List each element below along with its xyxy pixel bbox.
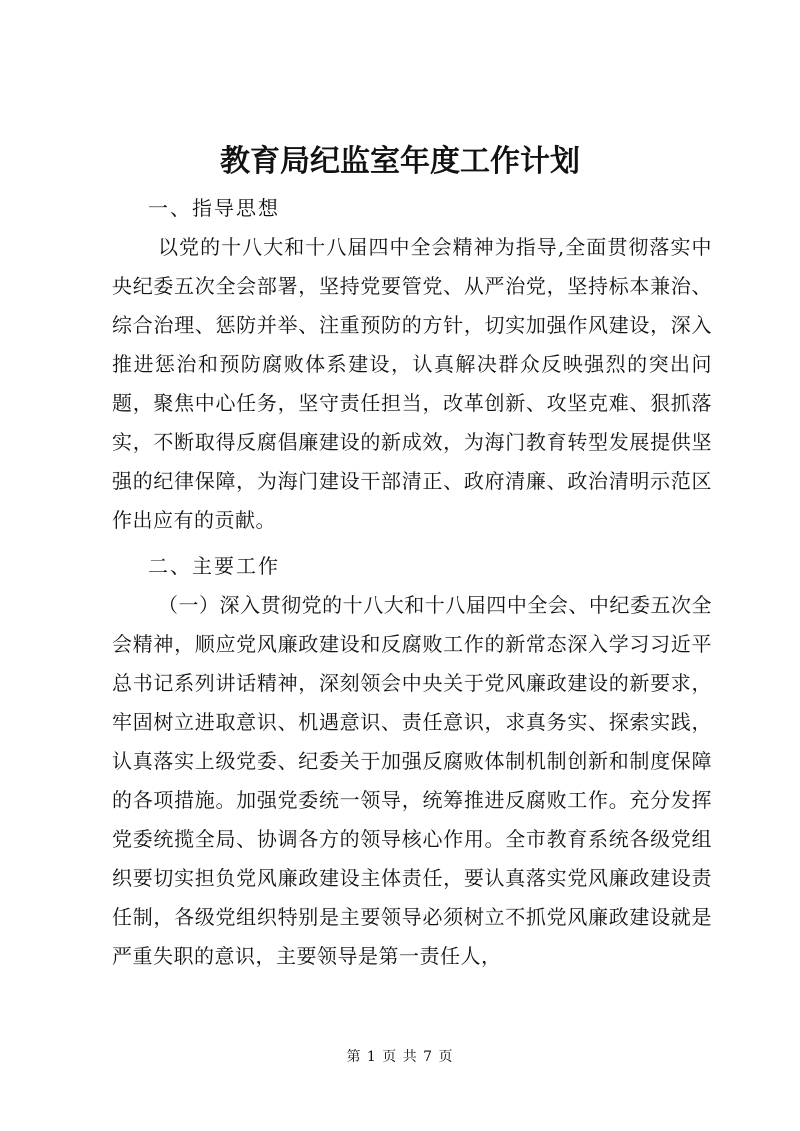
document-title: 教育局纪监室年度工作计划 (220, 144, 580, 179)
section-heading-guiding-ideology: 一、指导思想 (148, 196, 280, 220)
page-number-footer: 第 1 页 共 7 页 (346, 1049, 454, 1065)
section-paragraph-guiding-ideology: 以党的十八大和十八届四中全会精神为指导,全面贯彻落实中央纪委五次全会部署，坚持党要管党、从严治党，坚持标本兼治、综合治理、惩防并举、注重预防的方针，切实加强作风建设，深入推进惩治和预防腐败体系建设，认真解决群众反映强烈的突出问题，聚焦中心任务，坚守责任担当，改革创新、攻坚克难、狠抓落实，不断取得反腐倡廉建设的新成效，为海门教育转型发展提供坚强的纪律保障，为海门建设干部清正、政府清廉、政治清明示范区作出应有的贡献。 (112, 235, 712, 532)
section-heading-main-work: 二、主要工作 (148, 554, 280, 578)
section-paragraph-main-work: （一）深入贯彻党的十八大和十八届四中全会、中纪委五次全会精神，顺应党风廉政建设和反腐败工作的新常态深入学习习近平总书记系列讲话精神，深刻领会中央关于党风廉政建设的新要求，牢固树立进取意识、机遇意识、责任意识，求真务实、探索实践，认真落实上级党委、纪委关于加强反腐败体制机制创新和制度保障的各项措施。加强党委统一领导，统筹推进反腐败工作。充分发挥党委统揽全局、协调各方的领导核心作用。全市教育系统各级党组织要切实担负党风廉政建设主体责任，要认真落实党风廉政建设责任制，各级党组织特别是主要领导必须树立不抓党风廉政建设就是严重失职的意识，主要领导是第一责任人， (112, 593, 712, 968)
